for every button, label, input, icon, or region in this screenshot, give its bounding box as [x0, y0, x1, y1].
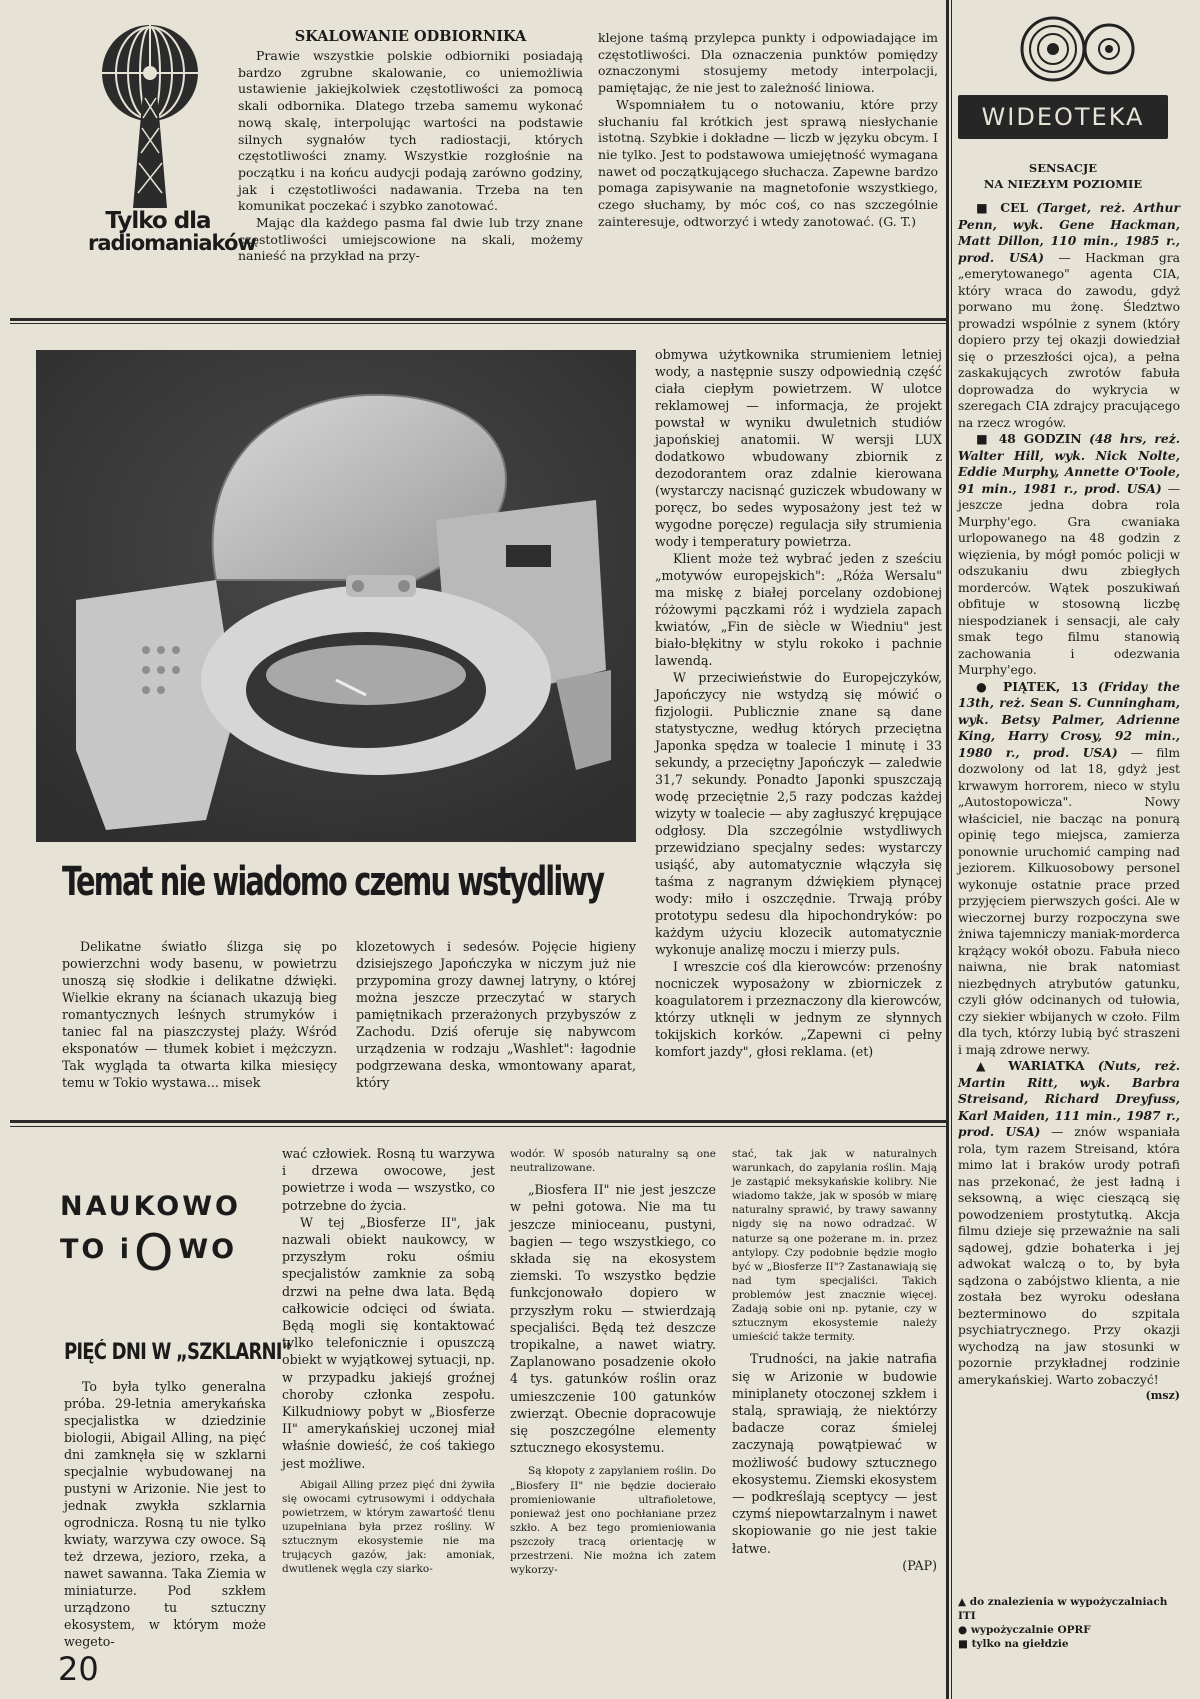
science-column-label [60, 1190, 270, 1282]
science-label-line2 [60, 1224, 270, 1282]
radio-col2-paragraph-2: Wspomniałem tu o notowaniu, które przy słuchaniu fal krótkich jest sprawą niesłychanie istotną. Szybkie i dokładne — liczb w języku obcym. I nie tylko. Jest to podstawowa umiejętność wymagana nawet od początkującego słuchacza. Zapewne bardzo pomaga zapisywanie na magnetofonie wszystkiego, czego słuchamy, by móc coś, co nas szczególnie zainteresuje, odtworzyć i wtedy zanotować. (G. T.) [598, 96, 938, 229]
entry-info: (Nuts, reż. Martin Ritt, wyk. Barbra Streisand, Richard Dreyfuss, Karl Maiden, 111 min., 1987 r., prod. USA) [958, 1058, 1180, 1139]
wideoteka-title-line2: NA NIEZŁYM POZIOMIE [983, 177, 1143, 191]
radio-column-2 [598, 30, 938, 230]
wideoteka-entry [958, 679, 1180, 1059]
toilet-photo [36, 350, 636, 842]
radio-tower-icon [95, 18, 205, 218]
wideoteka-label: WIDEOTEKA [958, 95, 1168, 139]
science-label-line1: NAUKOWO [60, 1191, 241, 1222]
toilet-headline: Temat nie wiadomo czemu wstydliwy [62, 859, 604, 905]
radio-col1-paragraph-1: Prawie wszystkie polskie odbiorniki posiadają bardzo zgrubne skalowanie, co uniemożliwia ustawienie jakiejkolwiek częstotliwości za pomocą skali odbornika. Dlatego trzeba samemu wykonać nową skalę, interpolując wartości na podstawie silnych sygnałów tych radiostacji, których częstotliwości znamy. Wszystkie rozgłośnie na początku i na końcu audycji podają zarówno godziny, jak i częstotliwości nadawania. Trzeba na ten komunikat poczekać i szybko zanotować. [238, 48, 583, 214]
divider-top-thin [10, 323, 946, 324]
divider-middle-thin [10, 1126, 946, 1127]
toilet-right-paragraph-4: I wreszcie coś dla kierowców: przenośny nocniczek wyposażony w zbiorniczek z koagulatorem i przeznaczony dla kierowców, którzy utknęli w jednym ze słynnych tokijskich korków. „Zapewni ci pełny komfort jazdy", głosi reklama. (et) [655, 959, 942, 1059]
entry-marker: ● [976, 679, 993, 694]
legend-item [958, 1637, 1180, 1651]
legend-marker: ▲ [958, 1596, 967, 1608]
legend-text: wypożyczalnie OPRF [970, 1624, 1091, 1636]
entry-info: (Friday the 13th, reż. Sean S. Cunningham, wyk. Betsy Palmer, Adrienne King, Harry Crosy, 92 min., 1980 r., prod. USA) [958, 678, 1180, 760]
wideoteka-entries [958, 200, 1180, 1405]
radio-column-label-line2: radiomaniaków [88, 231, 256, 255]
toilet-bottom-paragraph-1: Delikatne światło ślizga się po powierzchni wody basenu, w powietrzu unoszą się słodkie i delikatne dźwięki. Wielkie ekrany na ścianach ukazują bieg romantycznych leśnych strumyków i taniec fal na piaszczystej plaży. Wśród eksponatów — tłumek kobiet i mężczyzn. Tak wygląda ta otwarta kilka miesięcy temu w Tokio wystawa... misek [62, 939, 337, 1090]
legend-marker: ■ [958, 1638, 968, 1650]
wideoteka-title-line1: SENSACJE [1028, 161, 1098, 175]
radio-column-label-line1: Tylko dla [105, 208, 211, 234]
entry-title: WARIATKA [1008, 1058, 1085, 1073]
science-label-to-i: TO i [60, 1234, 133, 1265]
legend-text: do znalezienia w wypożyczalniach ITI [958, 1596, 1168, 1622]
entry-text: — film dozwolony od lat 18, gdyż jest krwawym horrorem, nieco w stylu „Autostopowicza". Nowy właściciel, nie bacząc na ponurą opinię tego miejsca, zamierza ponownie uruchomić camping nad jeziorem. Kilkuosobowy personel wykonuje ostatnie prace przed przyjęciem pierwszych gości. Ale w wieczornej burzy rozpoczyna swe żniwa tajemniczy maniak-morderca krążący wokół obozu. Fabuła nieco naiwna, nie brak natomiast niezbędnych atrybutów gatunku, czyli głów odcinanych od tułowia, czy siekier wbijanych w czoło. Film dla tych, którzy lubią być straszeni i mają zdrowe nerwy. [958, 745, 1180, 1057]
science-column-2 [282, 1145, 495, 1577]
science-signature: (PAP) [902, 1557, 937, 1573]
page-number: 20 [58, 1650, 99, 1688]
entry-text: — Hackman gra „emerytowanego" agenta CIA, który wraca do zawodu, gdyż porwano mu żonę. Śledztwo prowadzi wspólnie z synem (który dopiero przy tej okazji dowiedział się o przeszłości ojca), a pełna zaskakujących zwrotów fabuła doprowadza do wykrycia w szeregach CIA zdrajcy pracującego na rzecz wrogów. [958, 250, 1180, 430]
science-col3-small-top: wodór. W sposób naturalny są one neutralizowane. [510, 1148, 716, 1175]
science-col4-small: stać, tak jak w naturalnych warunkach, do zapylania roślin. Mają je zastąpić meksykańskie kolibry. Nie wiadomo także, jak w sposób w miarę naturalny sprawić, by trawy sawanny nigdy się na nowo odradzać. W naturze są one pożerane m. in. przez antylopy. Czy podobnie będzie mogło być w „Biosferze II"? Zastanawiają się nad tym specjaliści. Takich problemów jest znacznie więcej. Zadają sobie oni np. pytanie, czy w sztucznym ekosystemie należy umieścić także termity. [732, 1148, 937, 1344]
wideoteka-entry [958, 1058, 1180, 1388]
science-label-big-o: O [134, 1224, 177, 1282]
wideoteka-entry [958, 431, 1180, 679]
science-column-4 [732, 1147, 937, 1574]
entry-marker: ■ [976, 432, 992, 446]
entry-text: — jeszcze jedna dobra rola Murphy'ego. Gra cwaniaka urlopowanego na 48 godzin z więzienia, by mógł pomóc policji w odszukaniu dwu zbiegłych morderców. Wątek poszukiwań obfituje w stosowną liczbę niespodzianek i sensacji, ale cały smak tego filmu stanowią zachowania i odezwania Murphy'ego. [958, 481, 1180, 677]
science-label-wo: WO [178, 1234, 238, 1265]
wideoteka-entry [958, 200, 1180, 431]
science-title: PIĘĆ DNI W „SZKLARNI" [64, 1340, 291, 1365]
entry-info: (Target, reż. Arthur Penn, wyk. Gene Hackman, Matt Dillon, 110 min., 1985 r., prod. USA) [958, 200, 1180, 265]
legend-item [958, 1623, 1180, 1637]
science-col4-paragraph: Trudności, na jakie natrafia się w Arizonie w budowie miniplanety otoczonej szkłem i stalą, sprawiają, że niektórzy badacze coraz śmielej zaczynają powątpiewać w możliwość budowy sztucznego ekosystemu. Ziemski ekosystem — podkreślają sceptycy — jest czymś niepowtarzalnym i nawet skopiowanie go nie jest takie łatwe. [732, 1351, 937, 1556]
science-col3-small: Są kłopoty z zapylaniem roślin. Do „Biosfery II" nie będzie docierało promieniowanie ultrafioletowe, ponieważ jest ono pochłaniane przez szkło. A bez tego promieniowania pszczoły tracą orientację w przestrzeni. Nie można ich zatem wykorzy- [510, 1465, 716, 1577]
wideoteka-signature: (msz) [1145, 1389, 1180, 1402]
science-column-1 [64, 1378, 266, 1650]
toilet-right-paragraph-1: obmywa użytkownika strumieniem letniej wody, a następnie suszy odpowiednią część ciała ciepłym powietrzem. W ulotce reklamowej — informacja, że projekt powstał w wyniku dwuletnich studiów japońskiej anatomii. W wersji LUX dodatkowo wbudowany zbiornik z dezodorantem oraz zdalnie kierowana (wystarczy nacisnąć guziczek wbudowany w poręcz, bo sedes wyposażony jest też w wygodne poręcze) regulacja siły strumienia wody i temperatury powietrza. [655, 347, 942, 549]
radio-col2-paragraph-1: klejone taśmą przylepca punkty i odpowiadające im częstotliwości. Dla oznaczenia punktów pomiędzy oznaczonymi stosujemy metody interpolacji, pamiętając, że nie jest to zależność liniowa. [598, 30, 938, 96]
entry-info: (48 hrs, reż. Walter Hill, wyk. Nick Nolte, Eddie Murphy, Annette O'Toole, 91 min., 1981 r., prod. USA) [958, 431, 1180, 496]
vertical-divider-thin [951, 0, 952, 1699]
wideoteka-title [958, 160, 1168, 192]
science-col2-paragraph-1: wać człowiek. Rosną tu warzywa i drzewa owocowe, jest powietrze i woda — wszystko, co potrzebne do życia. [282, 1146, 495, 1213]
divider-middle [10, 1120, 946, 1123]
legend-item [958, 1595, 1180, 1623]
radio-title: SKALOWANIE ODBIORNIKA [294, 28, 527, 45]
radio-col1-paragraph-2: Mając dla każdego pasma fal dwie lub trzy znane częstotliwości umiejscowione na skali, możemy nanieść na przykład na przy- [238, 215, 583, 264]
toilet-right-paragraph-3: W przeciwieństwie do Europejczyków, Japończycy nie wstydzą się mówić o fizjologii. Publicznie znane są dane statystyczne, według których przeciętna Japonka spędza w toalecie 1 minutę i 33 sekundy, a przeciętny Japończyk — zaledwie 31,7 sekundy. Ponadto Japonki spuszczają wodę przeciętnie 2,5 razy podczas każdej wizyty w toalecie — aby zagłuszyć krępujące odgłosy. Dla szczególnie wstydliwych przewidziano specjalny sedes: wystarczy usiąść, aby automatycznie włączyła się taśma z nagranym dźwiękiem płynącej wody: miło i oszczędnie. Trwają próby prototypu sedesu dla hipochondryków: po każdym użyciu klozecik automatycznie wykonuje analizę moczu i mierzy puls. [655, 670, 942, 957]
toilet-bottom-column-2 [356, 938, 636, 1091]
toilet-right-column [655, 346, 942, 1060]
wideoteka-legend [958, 1595, 1180, 1651]
science-col2-paragraph-2: W tej „Biosferze II", jak nazwali obiekt naukowcy, w przyszłym roku ośmiu specjalistów zamknie za sobą drzwi na pełne dwa lata. Będą całkowicie odcięci od świata. Będą mogli się kontaktować tylko telefonicznie i opuszczą obiekt w wyjątkowej sytuacji, np. w przypadku jakiejś groźnej choroby członka zespołu. Kilkudniowy pobyt w „Biosferze II" amerykańskiej uczonej miał właśnie dowieść, że coś takiego jest możliwe. [282, 1214, 495, 1471]
vertical-divider [946, 0, 949, 1699]
science-col3-paragraph: „Biosfera II" nie jest jeszcze w pełni gotowa. Nie ma tu jeszcze minioceanu, pustyni, bagien — tego wszystkiego, co składa się na ekosystem ziemski. To wszystko będzie funkcjonowało dopiero w przyszłym roku — stwierdzają specjaliści. Będą też deszcze tropikalne, a nawet wiatry. Zaplanowano posadzenie około 4 tys. gatunków roślin oraz umieszczenie 100 gatunków zwierząt. Obecnie dopracowuje się poszczególne elementy sztucznego ekosystemu. [510, 1182, 716, 1456]
entry-marker: ▲ [976, 1059, 995, 1073]
divider-top [10, 318, 946, 321]
toilet-seat-illustration [36, 350, 636, 842]
radio-column-label [88, 208, 256, 255]
legend-marker: ● [958, 1624, 968, 1636]
science-col1-paragraph: To była tylko generalna próba. 29-letnia amerykańska specjalistka w dziedzinie biologii, Abigail Alling, na pięć dni zamknęła się w szklarni specjalnie wybudowanej na pustyni w Arizonie. Nie jest to jednak zwykła szklarnia ogrodnicza. Rosną tu nie tylko kwiaty, warzywa czy owoce. Są też drzewa, jezioro, rzeka, a nawet sawanna. Taka Ziemia w miniaturze. Pod szkłem urządzono tu sztuczny ekosystem, w którym może wegeto- [64, 1379, 266, 1649]
toilet-bottom-column-1 [62, 938, 337, 1091]
entry-title: PIĄTEK, 13 [1002, 678, 1088, 694]
entry-text: — znów wspaniała rola, tym razem Streisand, która mimo lat i braków urody potrafi nas przekonać, że jest ładną i seksowną, a więc cieszącą się powodzeniem prostytutką. Akcja filmu dzieje się przeważnie na sali sądowej, gdzie bohaterka i jej adwokat walczą o to, by była sądzona o zabójstwo klienta, a nie została bez wyroku odesłana bezterminowo do szpitala psychiatrycznego. Przy okazji wychodzą na jaw stosunki w pozornie przykładnej rodzinie amerykańskiej. Warto zobaczyć! [958, 1125, 1180, 1387]
science-column-3 [510, 1147, 716, 1577]
video-reels-icon [1018, 14, 1138, 84]
toilet-bottom-paragraph-2: klozetowych i sedesów. Pojęcie higieny dzisiejszego Japończyka w niczym już nie przypomina grozy dawnej latryny, o której można jeszcze przeczytać w starych pamiętnikach przerażonych przybyszów z Zachodu. Dziś oferuje się nabywcom urządzenia w rodzaju „Washlet": łagodnie podgrzewana deska, wmontowany aparat, który [356, 939, 636, 1090]
toilet-right-paragraph-2: Klient może też wybrać jeden z sześciu „motywów europejskich": „Róża Wersalu" ma miskę z białej porcelany ozdobionej różowymi pączkami róż i wydziela zapach kwiatów, „Fin de siècle w Wiedniu" jest biało-błękitny w stylu rokoko i pachnie lawendą. [655, 551, 942, 668]
radio-column-1 [238, 48, 583, 265]
legend-text: tylko na giełdzie [971, 1638, 1069, 1650]
entry-title: CEL [1000, 200, 1029, 215]
science-col2-small: Abigail Alling przez pięć dni żywiła się owocami cytrusowymi i oddychała powietrzem, w którym zawartość tlenu uzupełniana była przez rośliny. W sztucznym ekosystemie nie ma trujących gazów, jak: amoniak, dwutlenek węgla czy siarko- [282, 1478, 495, 1576]
wideoteka-section [958, 0, 1194, 1699]
radio-section [0, 0, 948, 318]
entry-title: 48 GODZIN [998, 431, 1082, 446]
entry-marker: ■ [976, 201, 992, 215]
